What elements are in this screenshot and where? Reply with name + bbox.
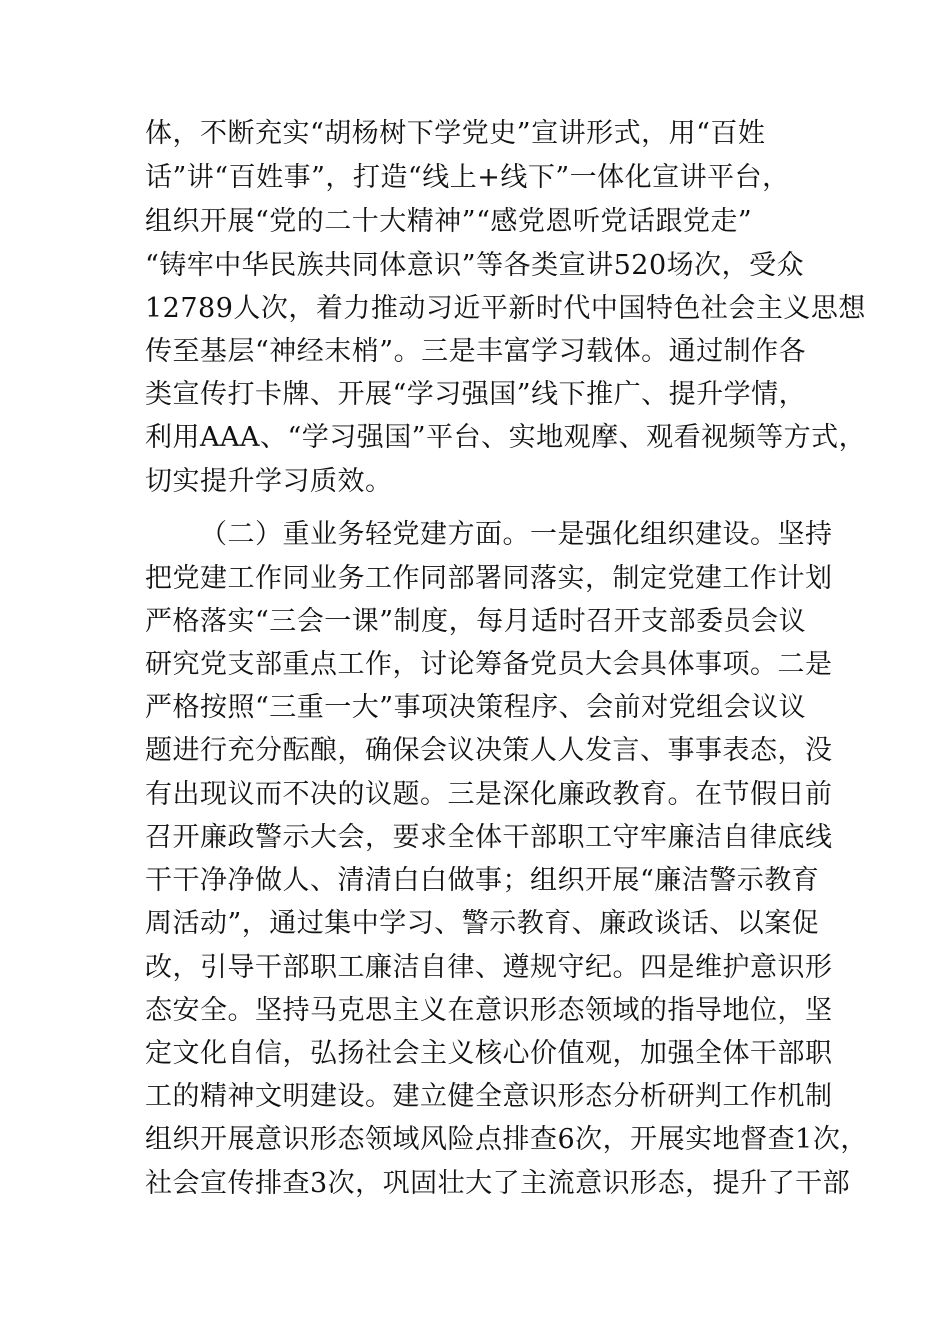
text-line-9: 切实提升学习质效。	[145, 466, 393, 497]
text-line-12: 严格落实“三会一课”制度，每月适时召开支部委员会议	[145, 606, 807, 637]
text-line-5: 12789人次，着力推动习近平新时代中国特色社会主义思想	[145, 293, 866, 324]
text-line-15: 题进行充分酝酿，确保会议决策人人发言、事事表态，没	[145, 735, 833, 766]
paragraph-2-first-line: （二）重业务轻党建方面。一是强化组织建设。坚持	[200, 519, 833, 550]
text-line-22: 定文化自信，弘扬社会主义核心价值观，加强全体干部职	[145, 1038, 833, 1069]
text-line-16: 有出现议而不决的议题。三是深化廉政教育。在节假日前	[145, 779, 833, 810]
text-line-25: 社会宣传排查3次，巩固壮大了主流意识形态，提升了干部	[145, 1168, 851, 1199]
text-line-18: 干干净净做人、清清白白做事；组织开展“廉洁警示教育	[145, 865, 820, 896]
text-line-13: 研究党支部重点工作，讨论筹备党员大会具体事项。二是	[145, 649, 833, 680]
text-line-24: 组织开展意识形态领域风险点排查6次，开展实地督查1次，	[145, 1124, 868, 1155]
text-line-7: 类宣传打卡牌、开展“学习强国”线下推广、提升学情，	[145, 379, 807, 410]
text-line-2: 话”讲“百姓事”，打造“线上+线下”一体化宣讲平台，	[145, 162, 790, 193]
text-line-21: 态安全。坚持马克思主义在意识形态领域的指导地位，坚	[145, 995, 833, 1026]
text-line-14: 严格按照“三重一大”事项决策程序、会前对党组会议议	[145, 692, 807, 723]
text-line-23: 工的精神文明建设。建立健全意识形态分析研判工作机制	[145, 1081, 833, 1112]
text-line-6: 传至基层“神经末梢”。三是丰富学习载体。通过制作各	[145, 336, 807, 367]
text-line-19: 周活动”，通过集中学习、警示教育、廉政谈话、以案促	[145, 908, 820, 939]
text-line-3: 组织开展“党的二十大精神”“感党恩听党话跟党走”	[145, 206, 753, 237]
text-line-1: 体，不断充实“胡杨树下学党史”宣讲形式，用“百姓	[145, 118, 766, 149]
text-line-17: 召开廉政警示大会，要求全体干部职工守牢廉洁自律底线	[145, 822, 833, 853]
text-line-11: 把党建工作同业务工作同部署同落实，制定党建工作计划	[145, 563, 833, 594]
text-line-8: 利用AAA、“学习强国”平台、实地观摩、观看视频等方式，	[145, 422, 867, 453]
text-line-20: 改，引导干部职工廉洁自律、遵规守纪。四是维护意识形	[145, 952, 833, 983]
text-line-4: “铸牢中华民族共同体意识”等各类宣讲520场次，受众	[145, 250, 805, 281]
